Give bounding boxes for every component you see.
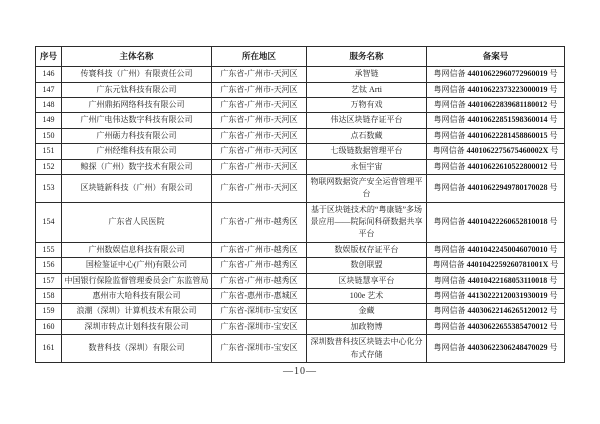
table-row <box>36 174 565 202</box>
region-cell: 广东省-惠州市-惠城区 <box>212 289 307 304</box>
row-index: 155 <box>36 242 62 257</box>
region-cell: 广东省-广州市-越秀区 <box>212 202 307 242</box>
entity-name-cell: 鲸探（广州）数字技术有限公司 <box>62 159 212 174</box>
blockchain-filing-table <box>35 46 565 363</box>
entity-name-cell: 广东元钛科技有限公司 <box>62 82 212 97</box>
region-cell: 广东省-深圳市-宝安区 <box>212 319 307 334</box>
row-index: 160 <box>36 319 62 334</box>
entity-name-cell: 浪潮（深圳）计算机技术有限公司 <box>62 304 212 319</box>
row-index: 150 <box>36 128 62 143</box>
entity-name-cell: 惠州市大哈科技有限公司 <box>62 289 212 304</box>
region-cell: 广东省-广州市-天河区 <box>212 82 307 97</box>
service-name-cell: 艺钛 Arti <box>307 82 427 97</box>
row-index: 161 <box>36 335 62 363</box>
table-body <box>36 67 565 363</box>
service-name-cell: 金藏 <box>307 304 427 319</box>
region-cell: 广东省-广州市-天河区 <box>212 67 307 82</box>
region-cell: 广东省-广州市-越秀区 <box>212 258 307 273</box>
filing-number-cell: 粤网信备 44010622839681180012 号 <box>427 97 565 112</box>
table-row <box>36 97 565 112</box>
filing-number-cell: 粤网信备 44130222120031930019 号 <box>427 289 565 304</box>
filing-number-cell: 粤网信备 44010622610522800012 号 <box>427 159 565 174</box>
table-row <box>36 304 565 319</box>
service-name-cell: 数娱版权存证平台 <box>307 242 427 257</box>
service-name-cell: 深圳数普科技区块链去中心化分布式存储 <box>307 335 427 363</box>
entity-name-cell: 广州鼎拓网络科技有限公司 <box>62 97 212 112</box>
entity-name-cell: 广州广电伟达数字科技有限公司 <box>62 113 212 128</box>
table-row <box>36 128 565 143</box>
entity-name-cell: 广州砺力科技有限公司 <box>62 128 212 143</box>
filing-number-cell: 粤网信备 44030622146265120012 号 <box>427 304 565 319</box>
filing-number-cell: 粤网信备 44010622851598360014 号 <box>427 113 565 128</box>
row-index: 146 <box>36 67 62 82</box>
entity-name-cell: 中国银行保险监督管理委员会广东监管局 <box>62 273 212 288</box>
filing-number-cell: 粤网信备 44010622960772960019 号 <box>427 67 565 82</box>
table-row <box>36 82 565 97</box>
region-cell: 广东省-广州市-天河区 <box>212 159 307 174</box>
table-row <box>36 113 565 128</box>
entity-name-cell: 广州经维科技有限公司 <box>62 144 212 159</box>
filing-number-cell: 粤网信备 44010422168053110018 号 <box>427 273 565 288</box>
filing-number-cell: 粤网信备 44030622306248470029 号 <box>427 335 565 363</box>
row-index: 158 <box>36 289 62 304</box>
region-cell: 广东省-深圳市-宝安区 <box>212 335 307 363</box>
row-index: 156 <box>36 258 62 273</box>
entity-name-cell: 广州数娱信息科技有限公司 <box>62 242 212 257</box>
header-service-name: 服务名称 <box>307 47 427 67</box>
entity-name-cell: 广东省人民医院 <box>62 202 212 242</box>
entity-name-cell: 国检鉴证中心(广州)有限公司 <box>62 258 212 273</box>
table-row <box>36 159 565 174</box>
service-name-cell: 承智链 <box>307 67 427 82</box>
service-name-cell: 区块链慧享平台 <box>307 273 427 288</box>
filing-number-cell: 粤网信备 44010422260652810018 号 <box>427 202 565 242</box>
table-row <box>36 242 565 257</box>
header-entity-name: 主体名称 <box>62 47 212 67</box>
table-row <box>36 273 565 288</box>
header-index: 序号 <box>36 47 62 67</box>
service-name-cell: 物联网数据资产安全运营管理平台 <box>307 174 427 202</box>
region-cell: 广东省-广州市-天河区 <box>212 144 307 159</box>
region-cell: 广东省-广州市-天河区 <box>212 128 307 143</box>
service-name-cell: 伟达区块链存证平台 <box>307 113 427 128</box>
table-row <box>36 319 565 334</box>
table-row <box>36 335 565 363</box>
row-index: 157 <box>36 273 62 288</box>
filing-number-cell: 粤网信备 4401062275675460002X 号 <box>427 144 565 159</box>
region-cell: 广东省-广州市-越秀区 <box>212 273 307 288</box>
region-cell: 广东省-广州市-天河区 <box>212 97 307 112</box>
region-cell: 广东省-广州市-天河区 <box>212 174 307 202</box>
entity-name-cell: 区块链新科技（广州）有限公司 <box>62 174 212 202</box>
filing-number-cell: 粤网信备 44010622281458860015 号 <box>427 128 565 143</box>
filing-number-cell: 粤网信备 4401042259260781001X 号 <box>427 258 565 273</box>
table-row <box>36 289 565 304</box>
table-row <box>36 144 565 159</box>
entity-name-cell: 深圳市转点计划科技有限公司 <box>62 319 212 334</box>
service-name-cell: 七级链数据管理平台 <box>307 144 427 159</box>
service-name-cell: 数创联盟 <box>307 258 427 273</box>
filing-number-cell: 粤网信备 44030622655385470012 号 <box>427 319 565 334</box>
service-name-cell: 加政物博 <box>307 319 427 334</box>
entity-name-cell: 数普科技（深圳）有限公司 <box>62 335 212 363</box>
region-cell: 广东省-广州市-天河区 <box>212 113 307 128</box>
filing-number-cell: 粤网信备 44010422450046070010 号 <box>427 242 565 257</box>
filing-number-cell: 粤网信备 44010622373223000019 号 <box>427 82 565 97</box>
row-index: 154 <box>36 202 62 242</box>
service-name-cell: 100e 艺术 <box>307 289 427 304</box>
service-name-cell: 基于区块链技术的“粤康链”多场景应用——院际间科研数据共享平台 <box>307 202 427 242</box>
service-name-cell: 永恒宇宙 <box>307 159 427 174</box>
service-name-cell: 万物有戏 <box>307 97 427 112</box>
row-index: 153 <box>36 174 62 202</box>
header-filing-number: 备案号 <box>427 47 565 67</box>
service-name-cell: 点石数藏 <box>307 128 427 143</box>
table-header-row <box>36 47 565 67</box>
row-index: 151 <box>36 144 62 159</box>
row-index: 152 <box>36 159 62 174</box>
table-row <box>36 67 565 82</box>
row-index: 149 <box>36 113 62 128</box>
region-cell: 广东省-深圳市-宝安区 <box>212 304 307 319</box>
region-cell: 广东省-广州市-越秀区 <box>212 242 307 257</box>
page-number: —10— <box>283 366 317 377</box>
row-index: 147 <box>36 82 62 97</box>
row-index: 148 <box>36 97 62 112</box>
table-row <box>36 202 565 242</box>
entity-name-cell: 传寰科技（广州）有限责任公司 <box>62 67 212 82</box>
table-row <box>36 258 565 273</box>
filing-number-cell: 粤网信备 44010622949780170028 号 <box>427 174 565 202</box>
row-index: 159 <box>36 304 62 319</box>
header-region: 所在地区 <box>212 47 307 67</box>
